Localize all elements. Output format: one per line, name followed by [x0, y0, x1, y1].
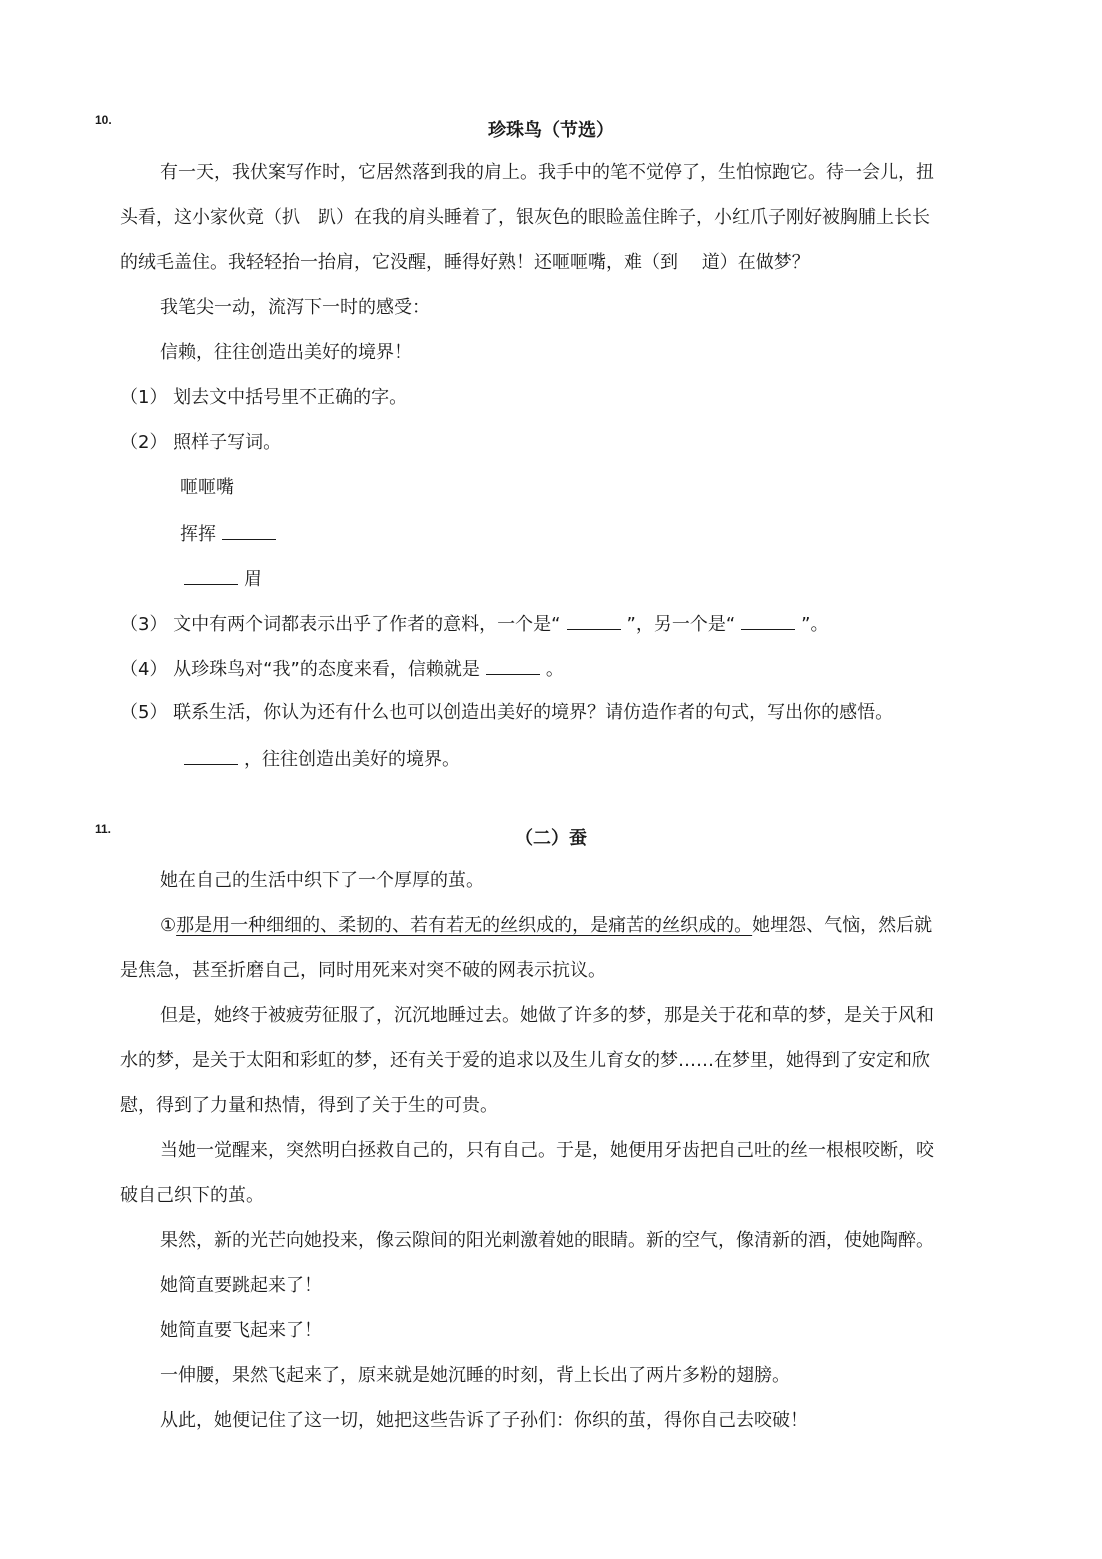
- answer-blank[interactable]: [184, 566, 238, 585]
- paragraph-line: [160, 914, 932, 938]
- sub-question-text: 。: [545, 659, 564, 680]
- passage-title: （二）蚕: [515, 828, 587, 849]
- paragraph-line: 信赖，往往创造出美好的境界！: [160, 342, 412, 363]
- paragraph-line: 是焦急，甚至折磨自己，同时用死来对突不破的网表示抗议。: [120, 960, 606, 981]
- word-suffix: 眉: [244, 569, 262, 590]
- answer-blank[interactable]: [222, 521, 276, 540]
- paragraph-line: 慰，得到了力量和热情，得到了关于生的可贵。: [120, 1095, 498, 1116]
- fill-word-2: [178, 566, 262, 592]
- paragraph-line: 破自己织下的茧。: [120, 1185, 264, 1206]
- paragraph-line: 她简直要飞起来了！: [160, 1320, 322, 1341]
- question-number: 10.: [95, 113, 112, 127]
- sub-question-4: [120, 656, 564, 682]
- sub-question-5: （5） 联系生活，你认为还有什么也可以创造出美好的境界？请仿造作者的句式，写出你的感悟。: [120, 702, 894, 723]
- paragraph-line: 有一天，我伏案写作时，它居然落到我的肩上。我手中的笔不觉停了，生怕惊跑它。待一会儿，扭: [160, 162, 934, 183]
- underlined-sentence: 那是用一种细细的、柔韧的、若有若无的丝织成的，是痛苦的丝织成的。: [176, 915, 753, 936]
- example-word: 咂咂嘴: [180, 477, 234, 498]
- paragraph-line: 她简直要跳起来了！: [160, 1275, 322, 1296]
- sub-question-3: [120, 611, 828, 637]
- paragraph-line: 果然，新的光芒向她投来，像云隙间的阳光刺激着她的眼睛。新的空气，像清新的酒，使她陶醉。: [160, 1230, 934, 1251]
- answer-sentence: ，往往创造出美好的境界。: [244, 749, 460, 770]
- paragraph-line: 头看，这小家伙竟（扒 趴）在我的肩头睡着了，银灰色的眼睑盖住眸子，小红爪子刚好被胸脯上长长: [120, 207, 930, 228]
- answer-blank[interactable]: [486, 656, 540, 675]
- paragraph-line: 当她一觉醒来，突然明白拯救自己的，只有自己。于是，她便用牙齿把自己吐的丝一根根咬断，咬: [160, 1140, 934, 1161]
- answer-blank[interactable]: [184, 746, 238, 765]
- sub-question-5-answer: [178, 746, 460, 772]
- paragraph-line: 从此，她便记住了这一切，她把这些告诉了子孙们：你织的茧，得你自己去咬破！: [160, 1410, 808, 1431]
- paragraph-text: 她埋怨、气恼，然后就: [752, 915, 933, 936]
- sub-question-text: ”，另一个是“: [626, 614, 736, 635]
- circle-number-one: ①: [160, 915, 177, 936]
- paragraph-line: 一伸腰，果然飞起来了，原来就是她沉睡的时刻，背上长出了两片多粉的翅膀。: [160, 1365, 790, 1386]
- answer-blank[interactable]: [567, 611, 621, 630]
- paragraph-line: 水的梦，是关于太阳和彩虹的梦，还有关于爱的追求以及生儿育女的梦……在梦里，她得到了安定和欣: [120, 1050, 930, 1071]
- sub-question-text: （3） 文中有两个词都表示出乎了作者的意料，一个是“: [120, 614, 561, 635]
- paragraph-line: 我笔尖一动，流泻下一时的感受：: [160, 297, 430, 318]
- sub-question-1: （1） 划去文中括号里不正确的字。: [120, 387, 408, 408]
- paragraph-line: 的绒毛盖住。我轻轻抬一抬肩，它没醒，睡得好熟！还咂咂嘴，难（到 道）在做梦？: [120, 252, 810, 273]
- passage-title: 珍珠鸟（节选）: [488, 120, 614, 141]
- paragraph-line: 她在自己的生活中织下了一个厚厚的茧。: [160, 870, 484, 891]
- sub-question-text: （4） 从珍珠鸟对“我”的态度来看，信赖就是: [120, 659, 480, 680]
- sub-question-text: ”。: [801, 614, 829, 635]
- sub-question-2: （2） 照样子写词。: [120, 432, 282, 453]
- paragraph-line: 但是，她终于被疲劳征服了，沉沉地睡过去。她做了许多的梦，那是关于花和草的梦，是关于风和: [160, 1005, 934, 1026]
- answer-blank[interactable]: [741, 611, 795, 630]
- question-number: 11.: [95, 822, 112, 836]
- word-prefix: 挥挥: [180, 524, 216, 545]
- fill-word-1: [180, 521, 282, 547]
